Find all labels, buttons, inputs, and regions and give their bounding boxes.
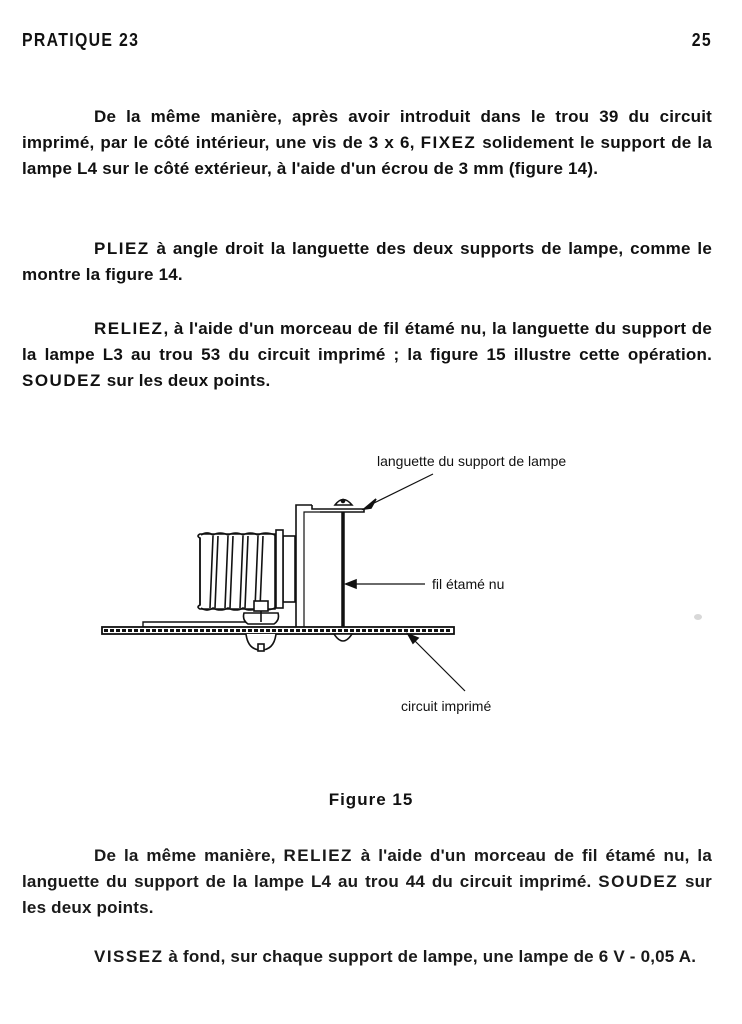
leader-tab [370, 474, 433, 505]
page-number: 25 [691, 30, 712, 50]
solder-point-bottom [334, 634, 352, 641]
pcb-board [102, 627, 454, 634]
lamp-base [283, 536, 295, 602]
paragraph-text: à fond, sur chaque support de lampe, une lampe de 6 V - 0,05 A. [163, 947, 697, 966]
paragraph-bend-tabs [22, 236, 712, 288]
action-verb: FIXEZ [420, 133, 477, 152]
running-header-title: PRATIQUE 23 [22, 30, 140, 50]
figure-caption: Figure 15 [328, 790, 414, 809]
label-wire: fil étamé nu [432, 576, 505, 592]
paragraph-text: solidement le support de la lampe L4 sur le côté extérieur, à l'aide d'un écrou de 3 mm (figure 14). [22, 133, 713, 178]
paragraph-text: sur les deux points. [101, 371, 271, 390]
action-verb: VISSEZ [94, 947, 164, 966]
action-verb: SOUDEZ [598, 872, 679, 891]
paragraph-text: à l'aide d'un morceau de fil étamé nu, la languette du support de la lampe L4 au trou 44 du circuit imprimé. [22, 846, 713, 891]
action-verb: RELIEZ [283, 846, 353, 865]
paragraph-fix-support-l4 [22, 104, 712, 182]
paragraph-connect-l3 [22, 316, 712, 394]
paragraph-screw-lamps [22, 944, 712, 970]
figure-15-diagram [0, 440, 742, 740]
paragraph-text: De la même manière, après avoir introduit dans le trou 39 du circuit imprimé, par le côté intérieur, une vis de 3 x 6, [22, 107, 712, 152]
lamp-bulb [198, 533, 275, 610]
label-tab: languette du support de lampe [377, 453, 567, 469]
lamp-support-bracket [296, 505, 364, 627]
paragraph-text: , à l'aide d'un morceau de fil étamé nu, la languette du support de la lampe L3 au trou 53 du circuit imprimé ; la figure 15 illustre cette opération. [22, 319, 712, 364]
leader-pcb [412, 638, 465, 691]
paragraph-text: sur les deux points. [22, 872, 713, 917]
action-verb: PLIEZ [94, 239, 150, 258]
action-verb: RELIEZ [94, 319, 164, 338]
paragraph-connect-l4 [22, 843, 712, 921]
scan-speck [694, 614, 702, 620]
paragraph-text: De la même manière, [94, 846, 284, 865]
action-verb: SOUDEZ [22, 371, 102, 390]
label-pcb: circuit imprimé [401, 698, 492, 714]
paragraph-text: à angle droit la languette des deux supports de lampe, comme le montre la figure 14. [22, 239, 712, 284]
